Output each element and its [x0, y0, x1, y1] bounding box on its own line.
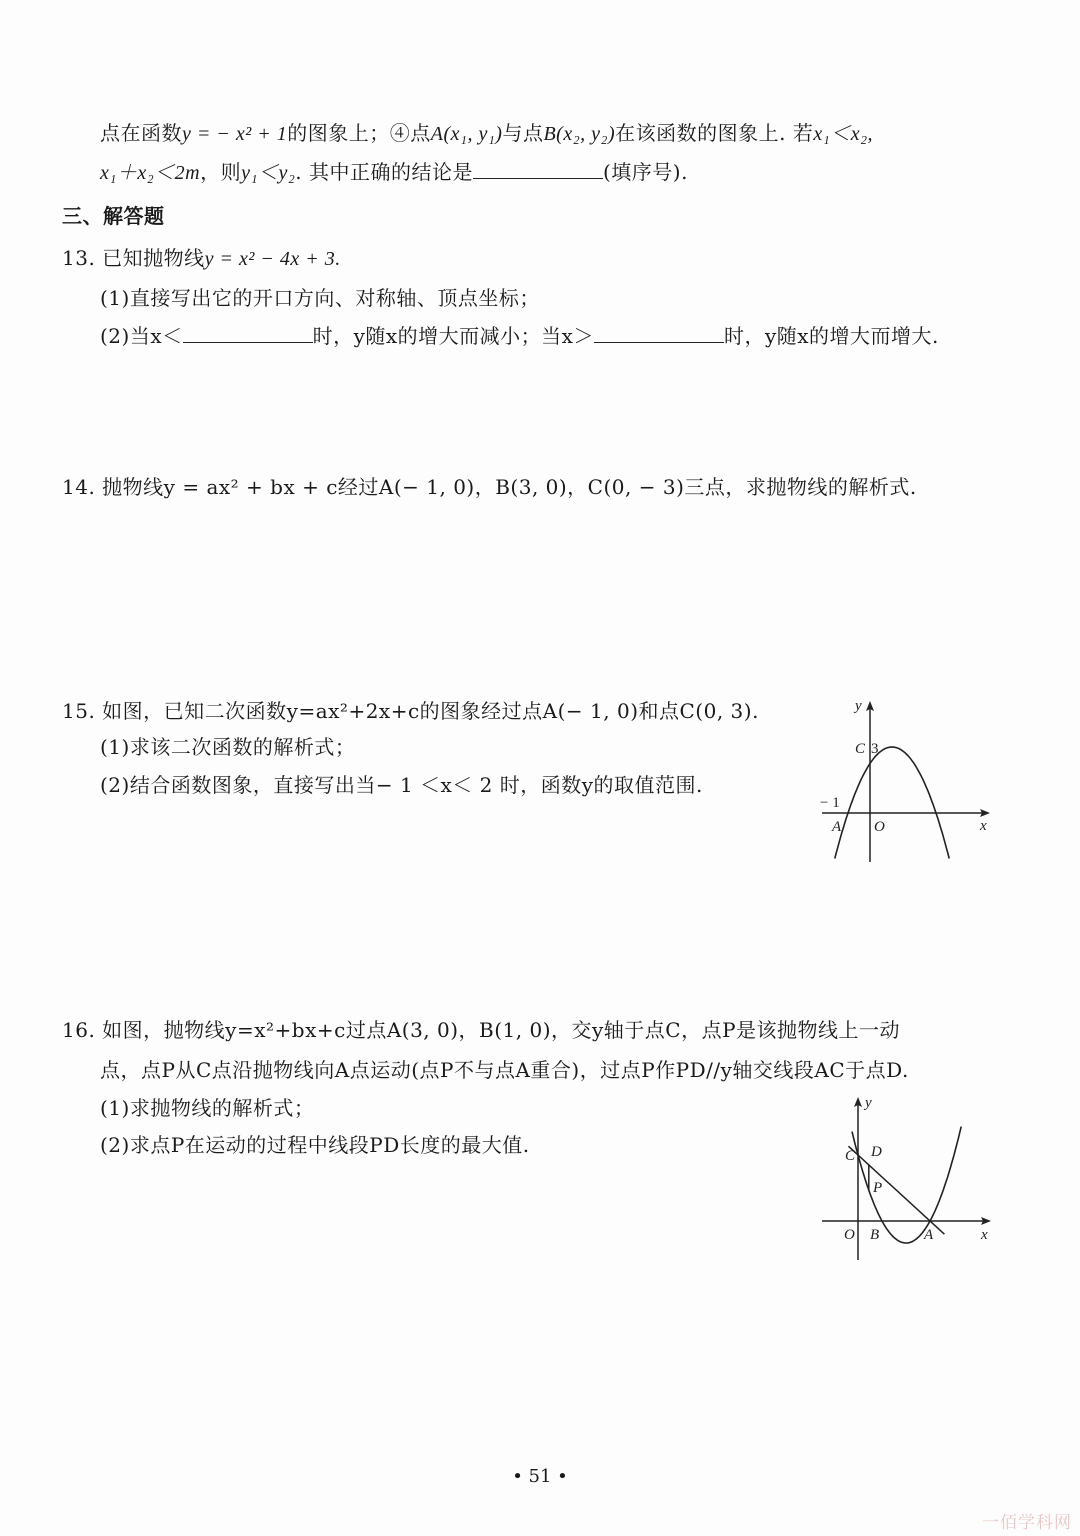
q16-line2: 点，点P从C点沿抛物线向A点运动(点P不与点A重合)，过点P作PD//y轴交线段AC于点D.	[100, 1058, 909, 1082]
watermark: 一佰学科网	[982, 1513, 1072, 1533]
q16-figure	[810, 1090, 1010, 1270]
x-axis-label: x	[981, 1227, 988, 1243]
point-c-label: C	[855, 741, 866, 757]
y-axis-label: y	[855, 698, 862, 714]
q15-figure	[810, 690, 1010, 870]
q16-part1: (1)求抛物线的解析式；	[100, 1096, 315, 1120]
page-number: • 51 •	[512, 1466, 568, 1487]
function-expr: y = x² − 4x + 3.	[204, 248, 341, 270]
text: 与点	[502, 121, 544, 145]
q15-stem	[62, 697, 759, 725]
text: 时，y随x的增大而增大.	[723, 324, 939, 348]
function-expr: y = − x² + 1	[182, 123, 288, 145]
point-p-label: P	[873, 1180, 883, 1196]
question-number: 16.	[62, 1018, 96, 1042]
text: . 其中正确的结论是	[295, 160, 473, 184]
answer-blank-1[interactable]	[183, 322, 313, 343]
question-number: 13.	[62, 246, 96, 270]
point-c-label: C	[845, 1148, 856, 1164]
section-heading: 三、解答题	[62, 204, 165, 228]
condition: x₁＋x₂＜2m	[100, 162, 201, 184]
text: 点在函数	[100, 121, 182, 145]
origin-label: O	[844, 1227, 855, 1243]
point-b-label: B	[870, 1227, 880, 1243]
point-a: A(x₁, y₁)	[430, 123, 503, 145]
text: 已知抛物线	[102, 246, 205, 270]
question-number: 15.	[62, 699, 96, 723]
q16-part2: (2)求点P在运动的过程中线段PD长度的最大值.	[100, 1133, 530, 1157]
q15-part1: (1)求该二次函数的解析式；	[100, 735, 356, 759]
parabola-curve	[835, 747, 949, 859]
point-a-label: A	[832, 819, 842, 835]
question-text: 抛物线y = ax² + bx + c经过A(− 1, 0)，B(3, 0)，C(0, − 3)三点，求抛物线的解析式.	[102, 475, 917, 499]
question-text: 如图，已知二次函数y=ax²+2x+c的图象经过点A(− 1, 0)和点C(0, 3).	[102, 699, 759, 723]
q14	[62, 473, 917, 501]
text: 的图象上；④点	[287, 121, 431, 145]
q12-line2	[100, 158, 688, 187]
q13-part2	[100, 322, 939, 350]
question-number: 14.	[62, 475, 96, 499]
text: (填序号).	[603, 160, 688, 184]
point-b: B(x₂, y₂)	[543, 123, 616, 145]
y-axis-label: y	[865, 1095, 872, 1111]
origin-label: O	[874, 819, 885, 835]
answer-blank[interactable]	[473, 158, 603, 179]
c-value-label: 3	[871, 741, 879, 757]
q13-part1: (1)直接写出它的开口方向、对称轴、顶点坐标；	[100, 286, 540, 310]
question-text: 如图，抛物线y=x²+bx+c过点A(3, 0)，B(1, 0)，交y轴于点C，点P是该抛物线上一动	[102, 1018, 901, 1042]
q13-stem	[62, 244, 341, 273]
condition: x₁＜x₂,	[813, 123, 874, 145]
answer-blank-2[interactable]	[594, 322, 724, 343]
text: 在该函数的图象上. 若	[615, 121, 814, 145]
q16-line1	[62, 1016, 900, 1044]
a-value-label: − 1	[820, 795, 840, 811]
point-a-label: A	[924, 1227, 934, 1243]
q12-line1	[100, 119, 873, 148]
x-axis-label: x	[980, 818, 987, 834]
text: ，则	[200, 160, 242, 184]
text: 时，y随x的增大而减小；当x＞	[312, 324, 594, 348]
result: y₁＜y₂	[241, 162, 296, 184]
point-d-label: D	[871, 1144, 882, 1160]
q15-part2: (2)结合函数图象，直接写出当− 1 ＜x＜ 2 时，函数y的取值范围.	[100, 773, 703, 797]
text: (2)当x＜	[100, 324, 183, 348]
